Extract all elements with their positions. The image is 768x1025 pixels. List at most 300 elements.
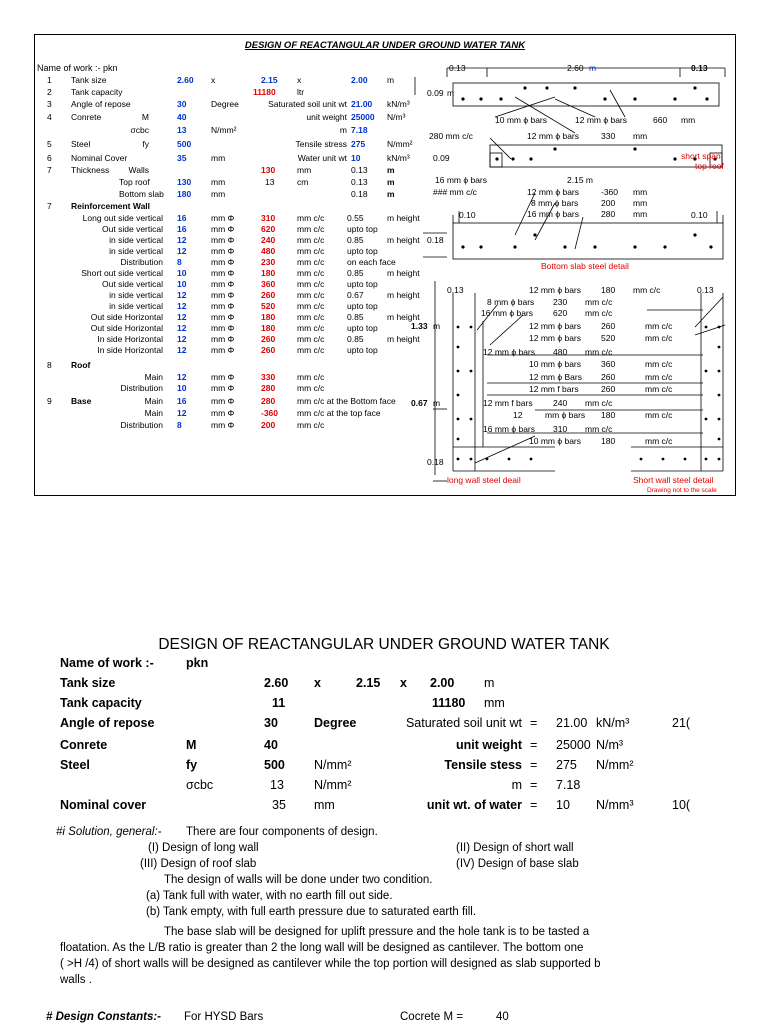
reinf-diameter-unit: mm Φ [211, 213, 235, 223]
dim-009: 0.09 [427, 88, 444, 98]
doc-row-c: 500 [264, 758, 285, 772]
doc-row-d: N/mm² [314, 778, 352, 792]
reinf-spacing-unit: mm c/c [297, 268, 325, 278]
reinf-spacing: 260 [261, 345, 276, 355]
reinf-spacing: 620 [261, 224, 276, 234]
dim-013-right: 0.13 [691, 63, 708, 73]
roof-diameter-unit: mm Φ [211, 372, 235, 382]
reinf-diameter-unit: mm Φ [211, 323, 235, 333]
short-wall-caption: Short wall steel detail [633, 475, 714, 485]
row-sub: fy [142, 139, 149, 149]
roof-label: Distribution [120, 383, 163, 393]
row-label: Conrete [71, 112, 102, 122]
row-unit-3: m [387, 189, 395, 199]
doc-row-u: N/m³ [596, 738, 624, 752]
roof-spacing-unit: mm c/c [297, 372, 325, 382]
row-value-3: 275 [351, 139, 366, 149]
doc-row-u: N/mm² [596, 758, 634, 772]
row-label-2: m [339, 125, 347, 135]
doc-row-a: Nominal cover [60, 798, 147, 812]
r4-unit: mm c/c [645, 333, 673, 343]
r9-spacing: 240 [553, 398, 568, 408]
doc-row-eq: = [530, 798, 538, 812]
r3-unit: mm c/c [645, 321, 673, 331]
reinf-spacing: 480 [261, 246, 276, 256]
lw-dim-013: 0.13 [447, 285, 464, 295]
reinf-height: upto top [347, 246, 378, 256]
roof-label: Main [144, 372, 163, 382]
reinf-height: 0.85 [347, 312, 364, 322]
reinf-diameter-unit: mm Φ [211, 301, 235, 311]
row-label: Thickness [71, 165, 110, 175]
reinf-spacing-unit: mm c/c [297, 301, 325, 311]
r10-num: 12 [513, 410, 523, 420]
doc-row-x: 21( [672, 716, 691, 730]
reinf-height-unit: m height [387, 334, 420, 344]
row-unit-2: mm [297, 165, 312, 175]
reinf-label: Distribution [120, 257, 163, 267]
doc-row-k: Saturated soil unit wt [405, 716, 522, 730]
r9-unit: mm c/c [585, 398, 613, 408]
base-diameter: 8 [177, 420, 182, 430]
steel-detail-drawing [35, 35, 735, 495]
reinf-diameter: 12 [177, 235, 187, 245]
doc-row-a: Tank size [60, 676, 116, 690]
doc-row-c: 35 [272, 798, 286, 812]
r10-bar: mm ϕ bars [545, 410, 586, 420]
r12-spacing: 180 [601, 436, 616, 446]
r12-bar: 10 mm ϕ bars [529, 436, 581, 446]
row-value-1: 180 [177, 189, 192, 199]
doc-row-u: N/mm³ [596, 798, 634, 812]
reinf-spacing: 260 [261, 334, 276, 344]
base-spacing-unit: mm c/c [297, 420, 325, 430]
doc-row-v: 7.18 [556, 778, 581, 792]
doc-row-d: N/mm² [314, 758, 352, 772]
doc-row-a: Name of work :- [60, 656, 154, 670]
reinf-diameter-unit: mm Φ [211, 268, 235, 278]
reinf-spacing: 360 [261, 279, 276, 289]
row-value-1: 40 [177, 112, 187, 122]
row-value-2: 2.15 [261, 75, 278, 85]
dim-067-unit: m [433, 398, 441, 408]
reinf-diameter: 12 [177, 345, 187, 355]
reinf-label: Out side Horizontal [90, 323, 163, 333]
doc-row-x: 10( [672, 798, 691, 812]
r2-spacing: 620 [553, 308, 568, 318]
reinf-label: In side Horizontal [97, 345, 163, 355]
row-number: 2 [47, 87, 52, 97]
reinf-diameter-unit: mm Φ [211, 279, 235, 289]
reinf-diameter-unit: mm Φ [211, 246, 235, 256]
row-unit-1: x [211, 75, 216, 85]
reinf-number: 7 [47, 201, 52, 211]
reinf-diameter-unit: mm Φ [211, 290, 235, 300]
reinf-diameter-unit: mm Φ [211, 312, 235, 322]
reinf-diameter-unit: mm Φ [211, 345, 235, 355]
reinf-height: 0.85 [347, 235, 364, 245]
r11-unit: mm c/c [585, 424, 613, 434]
doc-row-d: mm [314, 798, 335, 812]
roof-spacing-unit: mm c/c [297, 383, 325, 393]
doc-row-c: 2.60 [264, 676, 289, 690]
reinf-diameter: 16 [177, 224, 187, 234]
r4-spacing: 520 [601, 333, 616, 343]
row-unit-1: mm [211, 189, 226, 199]
dim-215: 2.15 m [567, 175, 593, 185]
roof-diameter: 12 [177, 372, 187, 382]
reinf-diameter-unit: mm Φ [211, 334, 235, 344]
concrete-grade-value: 40 [496, 1011, 509, 1023]
doc-row-c: 40 [264, 738, 278, 752]
bottom-bar-360-unit: mm [633, 187, 648, 197]
row-value-3: 21.00 [351, 99, 373, 109]
paragraph-line-2: floatation. As the L/B ratio is greater than 2 the long wall will be designed as cantilever. The bottom one [60, 942, 584, 954]
solution-label [56, 825, 161, 840]
row-unit-2: ltr [297, 87, 305, 97]
bar-12b-label: 12 mm ϕ bars [527, 131, 579, 141]
r1-bar: 8 mm ϕ bars [487, 297, 535, 307]
row-label: Nominal Cover [71, 153, 128, 163]
reinf-spacing: 240 [261, 235, 276, 245]
doc-row-v: 21.00 [556, 716, 588, 730]
row-unit-3: m [387, 165, 395, 175]
lw-bar-12: 12 mm ϕ bars [529, 285, 581, 295]
r5-unit: mm c/c [585, 347, 613, 357]
reinf-label: Short out side vertical [81, 268, 163, 278]
reinf-label: in side vertical [109, 235, 163, 245]
reinf-diameter: 10 [177, 279, 187, 289]
row-sub: M [141, 112, 149, 122]
row-value-2: 130 [261, 165, 276, 175]
base-spacing: 200 [261, 420, 276, 430]
base-diameter-unit: mm Φ [211, 396, 235, 406]
component-1: (I) Design of long wall [148, 842, 259, 854]
paragraph-line-4: walls . [60, 974, 92, 986]
r3-bar: 12 mm ϕ bars [529, 321, 581, 331]
lw-bar-cc: mm c/c [633, 285, 661, 295]
row-unit-1: Degree [211, 99, 239, 109]
reinf-diameter: 12 [177, 323, 187, 333]
doc-row-e: 2.15 [356, 676, 381, 690]
dim-133: 1.33 [411, 321, 428, 331]
bottom-bar-16: 16 mm ϕ bars [527, 209, 579, 219]
reinf-spacing: 230 [261, 257, 276, 267]
r6-bar: 10 mm ϕ bars [529, 359, 581, 369]
bottom-bar-280-unit: mm [633, 209, 648, 219]
r2-bar: 16 mm ϕ bars [481, 308, 533, 318]
spacing-660-unit: mm [681, 115, 696, 125]
doc-row-d: x [314, 676, 321, 690]
base-label: Main [144, 408, 163, 418]
spacing-660: 660 [653, 115, 668, 125]
reinf-spacing-unit: mm c/c [297, 257, 325, 267]
roof-diameter-unit: mm Φ [211, 383, 235, 393]
base-spacing: 280 [261, 396, 276, 406]
row-value-3: 0.13 [351, 165, 368, 175]
spacing-330: 330 [601, 131, 616, 141]
reinf-height: 0.67 [347, 290, 364, 300]
doc-row-g: 2.00 [430, 676, 455, 690]
reinf-spacing: 180 [261, 312, 276, 322]
dim-013-left: 0.13 [449, 63, 466, 73]
lw-dim-013r: 0.13 [697, 285, 714, 295]
reinf-diameter: 12 [177, 312, 187, 322]
doc-row-a: Steel [60, 758, 90, 772]
row-value-1: 35 [177, 153, 187, 163]
reinf-height-unit: m height [387, 268, 420, 278]
condition-a: (a) Tank full with water, with no earth fill out side. [146, 890, 393, 902]
row-value-1: 30 [177, 99, 187, 109]
component-2: (II) Design of short wall [456, 842, 574, 854]
reinf-diameter: 12 [177, 301, 187, 311]
r6-unit: mm c/c [645, 359, 673, 369]
cc-280: 280 mm c/c [429, 131, 473, 141]
row-label: Tank capacity [71, 87, 123, 97]
reinf-height: 0.85 [347, 334, 364, 344]
long-wall-caption: long wall steel deail [447, 475, 521, 485]
row-sub: Bottom slab [119, 189, 164, 199]
dim-133-unit: m [433, 321, 441, 331]
row-unit-1: mm [211, 153, 226, 163]
component-3: (III) Design of roof slab [140, 858, 257, 870]
reinf-spacing-unit: mm c/c [297, 323, 325, 333]
row-label: Steel [71, 139, 91, 149]
hash-cc: ### mm c/c [433, 187, 477, 197]
reinf-spacing-unit: mm c/c [297, 213, 325, 223]
doc-row-c: 30 [264, 716, 278, 730]
reinf-diameter-unit: mm Φ [211, 257, 235, 267]
row-extra: 13 [265, 177, 275, 187]
row-value-1: 500 [177, 139, 192, 149]
short-span-label: short span [681, 151, 721, 161]
roof-number: 8 [47, 360, 52, 370]
dim-018: 0.18 [427, 235, 444, 245]
base-spacing-unit: mm c/c at the top face [297, 408, 381, 418]
r2-unit: mm c/c [585, 308, 613, 318]
doc-row-k: unit wt. of water [426, 798, 522, 812]
doc-row-b: M [186, 738, 197, 752]
reinf-spacing-unit: mm c/c [297, 279, 325, 289]
row-value-2: 11180 [253, 87, 276, 97]
design-sheet-image [34, 34, 736, 496]
bottom-bar-8: 8 mm ϕ bars [531, 198, 579, 208]
bottom-bar-200: 200 [601, 198, 616, 208]
row-unit-3: N/m³ [387, 112, 406, 122]
doc-row-v: 25000 [556, 738, 591, 752]
row-number: 3 [47, 99, 52, 109]
bottom-bar-360: -360 [601, 187, 619, 197]
row-unit-3: N/mm² [387, 139, 413, 149]
reinf-label: in side vertical [109, 246, 163, 256]
solution-text: There are four components of design. [186, 826, 378, 838]
row-number: 7 [47, 165, 52, 175]
dim-260: 2.60 [567, 63, 584, 73]
r7-unit: mm c/c [645, 372, 673, 382]
top-roof-label: top roof [695, 161, 724, 171]
reinf-label: In side Horizontal [97, 334, 163, 344]
doc-row-b: σcbc [186, 778, 214, 792]
reinf-height: on each face [347, 257, 396, 267]
doc-row-f: x [400, 676, 407, 690]
reinf-label: Out side vertical [102, 279, 163, 289]
r1-unit: mm c/c [585, 297, 613, 307]
row-value-3: 25000 [351, 112, 375, 122]
bottom-bar-12: 12 mm ϕ bars [527, 187, 579, 197]
doc-row-a: Conrete [60, 738, 108, 752]
reinf-label: Long out side vertical [82, 213, 163, 223]
spacing-330-unit: mm [633, 131, 648, 141]
doc-row-v: 10 [556, 798, 570, 812]
doc-row-h: mm [484, 696, 505, 710]
dim-010-right: 0.10 [691, 210, 708, 220]
reinf-height-unit: m height [387, 213, 420, 223]
base-spacing: -360 [261, 408, 279, 418]
reinf-diameter: 12 [177, 290, 187, 300]
roof-heading: Roof [71, 360, 91, 370]
paragraph-line-1: The base slab will be designed for uplift pressure and the hole tank is to be tasted a [164, 926, 590, 938]
reinf-height-unit: m height [387, 312, 420, 322]
r8-bar: 12 mm f bars [529, 384, 579, 394]
base-diameter-unit: mm Φ [211, 408, 235, 418]
doc-row-k: Tensile stess [444, 758, 522, 772]
doc-row-eq: = [530, 738, 538, 752]
row-value-3: 0.13 [351, 177, 368, 187]
row-label-2: Water unit wt [297, 153, 347, 163]
base-label: Distribution [120, 420, 163, 430]
roof-diameter: 10 [177, 383, 187, 393]
reinf-height: upto top [347, 224, 378, 234]
row-value-1: 130 [177, 177, 192, 187]
base-diameter-unit: mm Φ [211, 420, 235, 430]
r8-spacing: 260 [601, 384, 616, 394]
bar-12-label: 12 mm ϕ bars [575, 115, 627, 125]
bar-16-label: 16 mm ϕ bars [435, 175, 487, 185]
row-value-1: 13 [177, 125, 187, 135]
reinf-spacing-unit: mm c/c [297, 290, 325, 300]
row-unit-3: m [387, 177, 395, 187]
document-title: DESIGN OF REACTANGULAR UNDER GROUND WATER TANK [158, 636, 610, 653]
reinf-height: 0.85 [347, 268, 364, 278]
reinf-heading: Reinforcement Wall [71, 201, 151, 211]
r5-spacing: 480 [553, 347, 568, 357]
r10-unit: mm c/c [645, 410, 673, 420]
base-number: 9 [47, 396, 52, 406]
reinf-label: in side vertical [109, 301, 163, 311]
reinf-spacing: 180 [261, 268, 276, 278]
reinf-spacing-unit: mm c/c [297, 246, 325, 256]
dim-067: 0.67 [411, 398, 428, 408]
row-value-1: 2.60 [177, 75, 194, 85]
reinf-spacing: 180 [261, 323, 276, 333]
row-value-3: 0.18 [351, 189, 368, 199]
concrete-grade-label: Cocrete M = [400, 1011, 463, 1023]
reinf-diameter-unit: mm Φ [211, 235, 235, 245]
reinf-label: Out side Horizontal [90, 312, 163, 322]
r9-bar: 12 mm f bars [483, 398, 533, 408]
reinf-spacing-unit: mm c/c [297, 312, 325, 322]
doc-row-d: Degree [314, 716, 357, 730]
base-diameter: 16 [177, 396, 187, 406]
r3-spacing: 260 [601, 321, 616, 331]
r7-bar: 12 mm ϕ Bars [529, 372, 582, 382]
r10-spacing: 180 [601, 410, 616, 420]
reinf-diameter: 16 [177, 213, 187, 223]
row-label: Angle of repose [71, 99, 131, 109]
design-constants-text: For HYSD Bars [184, 1011, 264, 1023]
doc-row-h: m [484, 676, 495, 690]
reinf-diameter: 10 [177, 268, 187, 278]
walls-condition-line: The design of walls will be done under two condition. [164, 874, 433, 886]
reinf-spacing: 520 [261, 301, 276, 311]
sheet-name-of-work: Name of work :- pkn [37, 63, 118, 73]
reinf-height-unit: m height [387, 290, 420, 300]
component-4: (IV) Design of base slab [456, 858, 579, 870]
row-unit-1: N/mm² [211, 125, 237, 135]
row-value-3: 2.00 [351, 75, 368, 85]
row-number: 1 [47, 75, 52, 85]
base-diameter: 12 [177, 408, 187, 418]
bar-10-label: 10 mm ϕ bars [495, 115, 547, 125]
base-label: Main [144, 396, 163, 406]
r5-bar: 12 mm ϕ bars [483, 347, 535, 357]
condition-b: (b) Tank empty, with full earth pressure due to saturated earth fill. [146, 906, 477, 918]
reinf-spacing-unit: mm c/c [297, 235, 325, 245]
solution-label-text: #i Solution, general:- [56, 826, 162, 838]
reinf-label: in side vertical [109, 290, 163, 300]
reinf-spacing: 310 [261, 213, 276, 223]
not-to-scale-note: Drawing not to the scale [647, 487, 717, 494]
doc-row-k: unit weight [456, 738, 522, 752]
r8-unit: mm c/c [645, 384, 673, 394]
reinf-height: upto top [347, 323, 378, 333]
reinf-diameter: 12 [177, 246, 187, 256]
doc-row-v: 275 [556, 758, 577, 772]
doc-row-eq: = [530, 716, 538, 730]
r7-spacing: 260 [601, 372, 616, 382]
lw-bar-180: 180 [601, 285, 616, 295]
reinf-label: Out side vertical [102, 224, 163, 234]
dim-018b: 0.18 [427, 457, 444, 467]
doc-row-u: kN/m³ [596, 716, 630, 730]
dim-009b: 0.09 [433, 153, 450, 163]
reinf-diameter: 12 [177, 334, 187, 344]
r11-bar: 16 mm ϕ bars [483, 424, 535, 434]
sheet-title: DESIGN OF REACTANGULAR UNDER GROUND WATER TANK [244, 40, 526, 51]
doc-row-eq: = [530, 758, 538, 772]
row-unit-2: cm [297, 177, 309, 187]
row-sub: Walls [128, 165, 149, 175]
row-label-2: Saturated soil unit wt [268, 99, 347, 109]
row-unit-3: kN/m³ [387, 99, 410, 109]
reinf-height: upto top [347, 345, 378, 355]
base-spacing-unit: mm c/c at the Bottom face [297, 396, 396, 406]
reinf-height: upto top [347, 279, 378, 289]
base-heading: Base [71, 396, 92, 406]
row-unit-3: m [387, 75, 395, 85]
reinf-height: 0.55 [347, 213, 364, 223]
r1-spacing: 230 [553, 297, 568, 307]
row-unit-1: mm [211, 177, 226, 187]
row-value-3: 7.18 [351, 125, 368, 135]
row-label-2: Tensile stress [295, 139, 347, 149]
roof-spacing: 280 [261, 383, 276, 393]
reinf-spacing-unit: mm c/c [297, 345, 325, 355]
reinf-height-unit: m height [387, 235, 420, 245]
reinf-spacing-unit: mm c/c [297, 224, 325, 234]
reinf-height: upto top [347, 301, 378, 311]
row-label: Tank size [71, 75, 107, 85]
